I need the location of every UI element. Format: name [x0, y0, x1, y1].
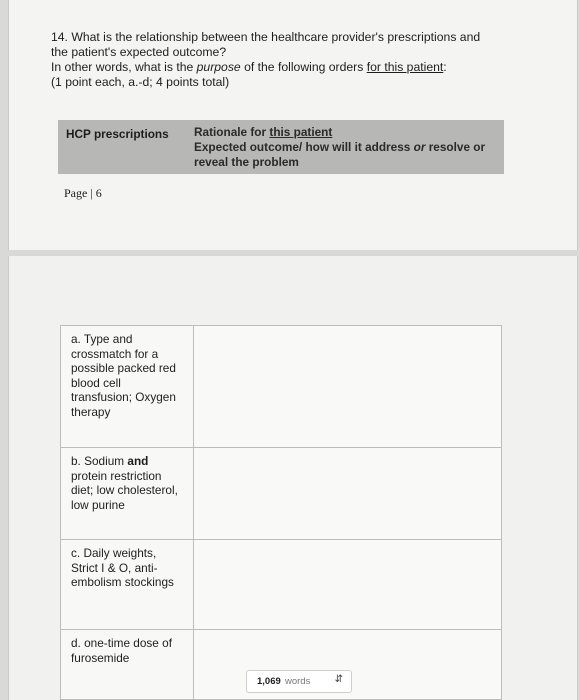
order-b-label: b. Sodium and protein restriction diet; low cholesterol, low purine [61, 448, 194, 540]
word-count-number: 1,069 [257, 676, 281, 687]
table-row [61, 540, 502, 630]
table-row [61, 448, 502, 540]
up-down-chevron-icon[interactable]: ⇵ [334, 674, 343, 685]
word-count-label: words [285, 676, 311, 687]
table-row [61, 326, 502, 448]
order-c-label: c. Daily weights, Strict I & O, anti- embolism stockings [61, 540, 194, 630]
order-a-label: a. Type and crossmatch for a possible packed red blood cell transfusion; Oxygen therapy [61, 326, 194, 448]
question-text [51, 30, 521, 90]
order-a-answer-cell[interactable] [194, 326, 502, 448]
word-count-widget[interactable] [246, 670, 352, 693]
question-line: (1 point each, a.-d; 4 points total) [51, 75, 230, 89]
order-c-answer-cell[interactable] [194, 540, 502, 630]
order-d-label: d. one-time dose of furosemide [61, 630, 194, 700]
orders-table [60, 325, 502, 700]
question-line: the patient's expected outcome? [51, 45, 227, 59]
question-line: 14. What is the relationship between the healthcare provider's prescriptions and [51, 30, 481, 44]
order-b-answer-cell[interactable] [194, 448, 502, 540]
question-line: In other words, what is the purpose of the following orders for this patient: [51, 60, 447, 74]
header-rationale: Rationale for this patient Expected outcome/ how will it address or resolve or reveal the problem [194, 125, 486, 169]
page-number: Page | 6 [64, 186, 102, 200]
table-header [58, 120, 504, 174]
header-hcp-prescriptions: HCP prescriptions [66, 127, 169, 141]
